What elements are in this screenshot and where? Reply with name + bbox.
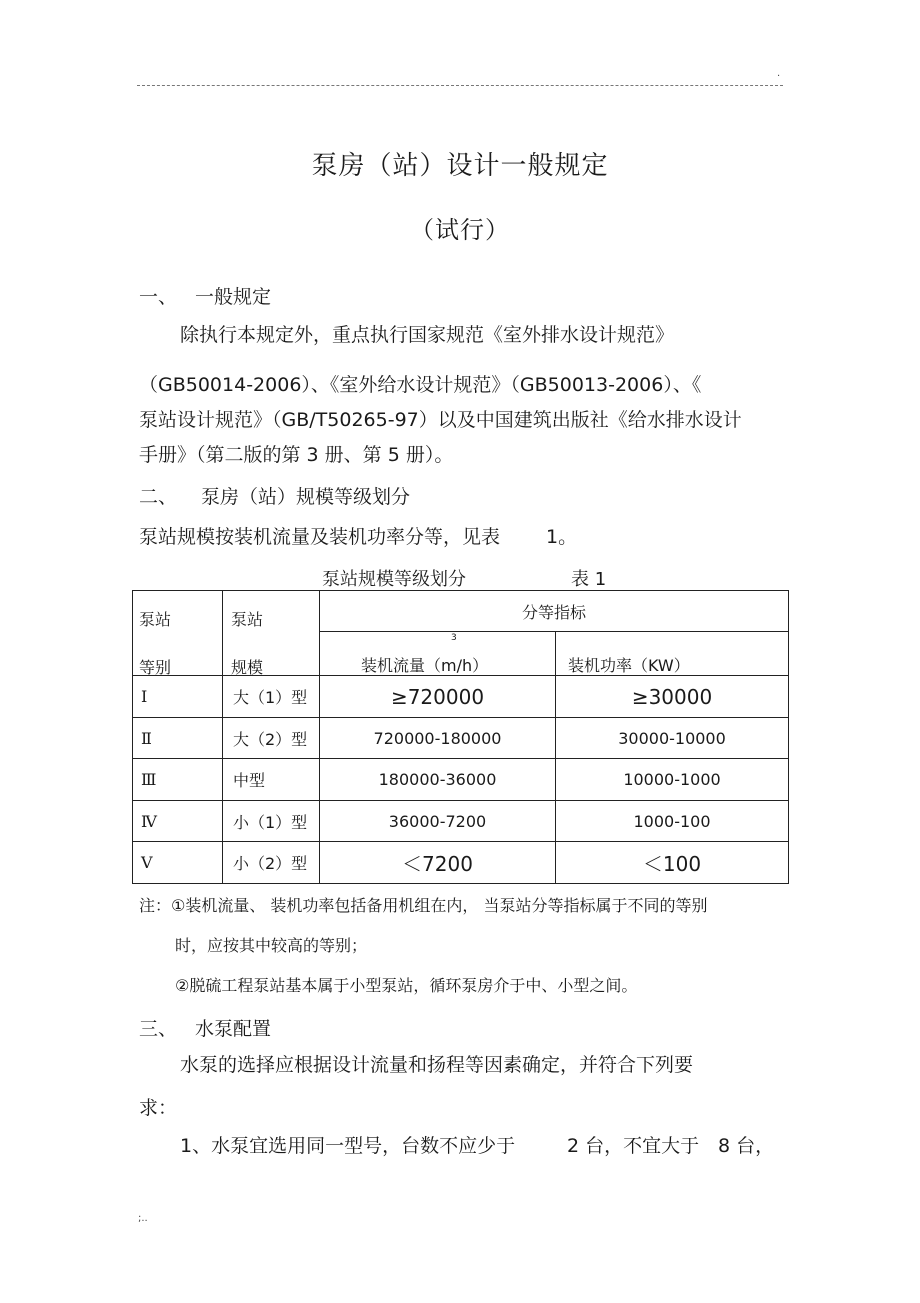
row-flow: ＜7200 xyxy=(320,842,556,884)
row-grade: Ⅱ xyxy=(133,718,223,759)
note-line1: 注：①装机流量、 装机功率包括备用机组在内， 当泵站分等指标属于不同的等别 xyxy=(139,896,708,915)
row-scale: 中型 xyxy=(223,759,320,801)
header-power-cell xyxy=(556,632,789,676)
document-title: 泵房（站）设计一般规定 xyxy=(311,151,609,181)
row-flow: 36000-7200 xyxy=(320,801,556,842)
grade-table xyxy=(132,590,789,884)
footer-mark: ;.. xyxy=(138,1213,148,1224)
table-row xyxy=(133,718,789,759)
table-row xyxy=(133,759,789,801)
row-flow: ≥720000 xyxy=(320,676,556,718)
row-scale: 大（2）型 xyxy=(223,718,320,759)
table-label: 表 1 xyxy=(571,569,607,590)
row-power: 30000-10000 xyxy=(556,718,789,759)
row-flow: 180000-36000 xyxy=(320,759,556,801)
header-rule xyxy=(137,85,783,86)
header-scale-cell xyxy=(223,591,320,676)
header-mark: . xyxy=(777,68,781,79)
row-power: 10000-1000 xyxy=(556,759,789,801)
table-caption: 泵站规模等级划分 xyxy=(322,569,466,590)
row-flow: 720000-180000 xyxy=(320,718,556,759)
row-power: ＜100 xyxy=(556,842,789,884)
section3-item1-c: 8 台， xyxy=(718,1135,775,1157)
header-group: 分等指标 xyxy=(522,602,587,622)
header-grade-bottom: 等别 xyxy=(139,658,172,677)
row-scale: 大（1）型 xyxy=(223,676,320,718)
document-subtitle: （试行） xyxy=(410,216,510,244)
section3-para-line1: 水泵的选择应根据设计流量和扬程等因素确定，并符合下列要 xyxy=(180,1054,694,1076)
row-scale: 小（2）型 xyxy=(223,842,320,884)
section2-heading: 泵房（站）规模等级划分 xyxy=(201,486,411,508)
section1-heading-num: 一、 xyxy=(139,286,178,308)
section1-para-line2: （GB50014-2006）、《室外给水设计规范》（GB50013-2006）、《 xyxy=(139,374,702,396)
section2-intro-num: 1。 xyxy=(546,526,578,548)
note-line3: ②脱硫工程泵站基本属于小型泵站，循环泵房介于中、小型之间。 xyxy=(175,976,638,995)
section2-intro: 泵站规模按装机流量及装机功率分等，见表 xyxy=(139,526,501,548)
row-grade: Ⅰ xyxy=(133,676,223,718)
note-line2: 时，应按其中较高的等别； xyxy=(175,936,368,955)
section1-para-line3: 泵站设计规范》（GB/T50265-97）以及中国建筑出版社《给水排水设计 xyxy=(139,409,742,431)
section2-heading-num: 二、 xyxy=(139,486,178,508)
section1-heading: 一般规定 xyxy=(195,286,272,308)
section3-para-line2: 求： xyxy=(139,1097,178,1119)
row-power: 1000-100 xyxy=(556,801,789,842)
header-group-cell xyxy=(320,591,789,632)
header-flow: 装机流量（m/h） xyxy=(361,656,489,675)
header-flow-sup: 3 xyxy=(451,633,457,643)
header-scale-top: 泵站 xyxy=(231,610,264,629)
row-grade: Ⅴ xyxy=(133,842,223,884)
section3-item1-b: 2 台，不宜大于 xyxy=(567,1135,700,1157)
row-power: ≥30000 xyxy=(556,676,789,718)
table-row xyxy=(133,676,789,718)
section3-heading-num: 三、 xyxy=(139,1018,178,1040)
header-flow-cell xyxy=(320,632,556,676)
header-power: 装机功率（KW） xyxy=(568,656,690,675)
header-grade-cell xyxy=(133,591,223,676)
row-grade: Ⅲ xyxy=(133,759,223,801)
row-grade: Ⅳ xyxy=(133,801,223,842)
table-row xyxy=(133,801,789,842)
table-row xyxy=(133,842,789,884)
section1-para-line1: 除执行本规定外，重点执行国家规范《室外排水设计规范》 xyxy=(180,324,675,346)
section3-item1-a: 1、水泵宜选用同一型号，台数不应少于 xyxy=(180,1135,516,1157)
section1-para-line4: 手册》（第二版的第 3 册、第 5 册）。 xyxy=(139,444,454,466)
header-grade-top: 泵站 xyxy=(139,610,172,629)
section3-heading: 水泵配置 xyxy=(195,1018,272,1040)
row-scale: 小（1）型 xyxy=(223,801,320,842)
header-scale-bottom: 规模 xyxy=(231,658,264,677)
